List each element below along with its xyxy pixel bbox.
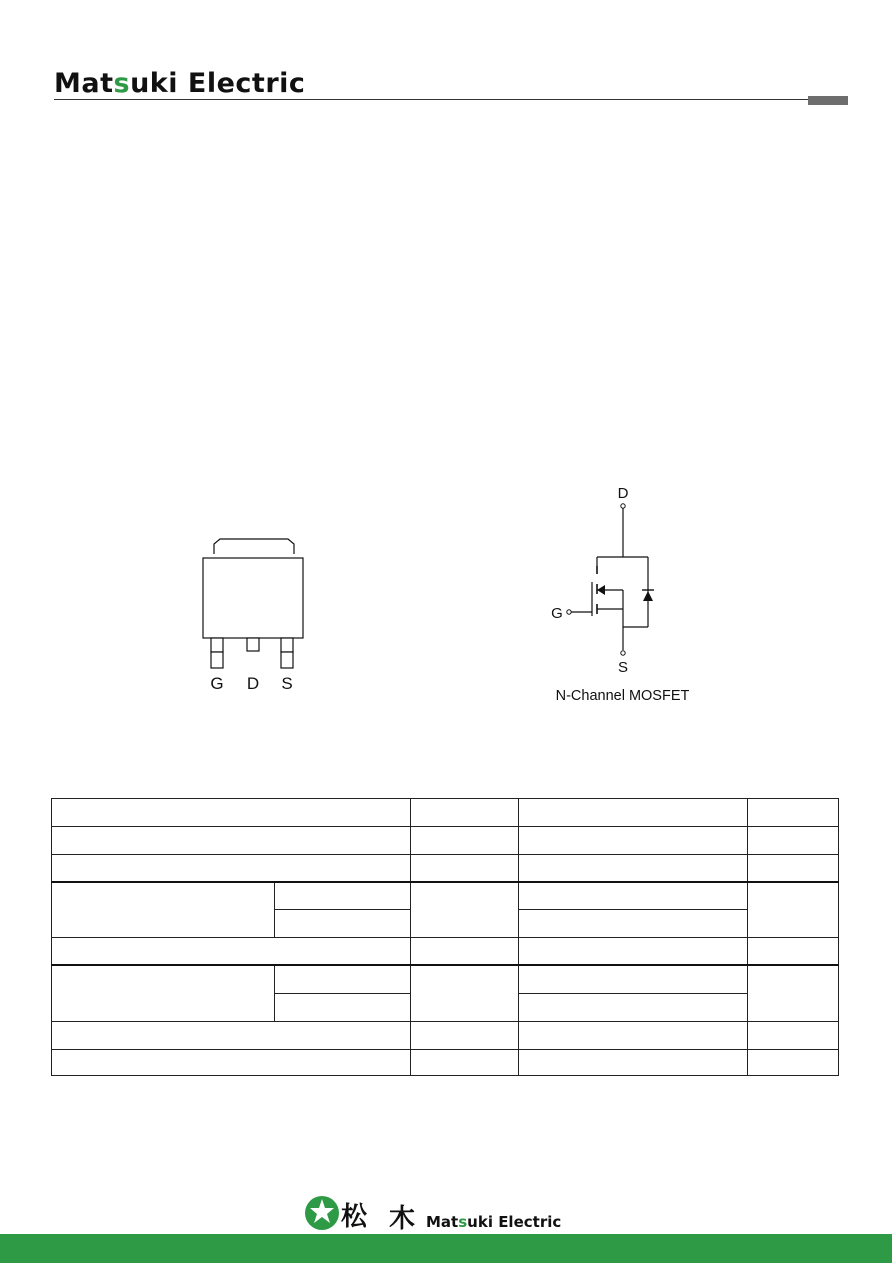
table-row — [52, 965, 839, 993]
footer-kanji-2: 木 — [388, 1204, 416, 1234]
header-brand-accent: s — [113, 68, 131, 99]
schematic-caption: N-Channel MOSFET — [555, 688, 690, 704]
schematic-pin-source: S — [617, 659, 629, 676]
footer-brand-text — [426, 1215, 561, 1230]
footer-brand-post: uki Electric — [467, 1213, 562, 1231]
header-brand-logo — [54, 70, 305, 97]
table-row — [52, 855, 839, 882]
schematic-pin-drain: D — [617, 485, 629, 502]
package-diagram — [190, 530, 320, 700]
package-pin-g: G — [210, 674, 224, 693]
package-lead-source-foot — [281, 652, 293, 668]
package-lead-gate-foot — [211, 652, 223, 668]
header-brand-pre: Mat — [54, 68, 114, 99]
ratings-table — [51, 798, 839, 1076]
drain-terminal — [621, 504, 625, 508]
header-divider — [54, 99, 810, 100]
mosfet-symbol — [535, 480, 710, 710]
header-tab-marker — [808, 96, 848, 105]
package-lead-gate — [211, 638, 223, 652]
footer-brand-accent: s — [458, 1213, 468, 1231]
package-center-stub — [247, 638, 259, 651]
table-row — [52, 938, 839, 965]
table-row — [52, 1021, 839, 1049]
schematic-pin-gate: G — [551, 605, 563, 622]
package-body — [203, 558, 303, 638]
package-pin-d: D — [246, 674, 260, 693]
source-terminal — [621, 651, 625, 655]
body-diode — [643, 591, 653, 601]
footer-green-bar — [0, 1234, 892, 1263]
table-row — [52, 799, 839, 827]
header-brand-post: uki Electric — [130, 68, 306, 99]
package-pin-s: S — [281, 674, 293, 693]
footer-brand-pre: Mat — [426, 1213, 459, 1231]
footer-kanji-1: 松 — [340, 1202, 368, 1232]
gate-terminal — [567, 610, 571, 614]
table-row — [52, 1049, 839, 1075]
table-row — [52, 827, 839, 855]
package-tab — [214, 539, 294, 554]
mosfet-schematic — [535, 480, 710, 710]
table-row — [52, 882, 839, 910]
package-lead-source — [281, 638, 293, 652]
channel-arrow — [597, 585, 605, 595]
pine-emblem-icon — [305, 1196, 339, 1230]
